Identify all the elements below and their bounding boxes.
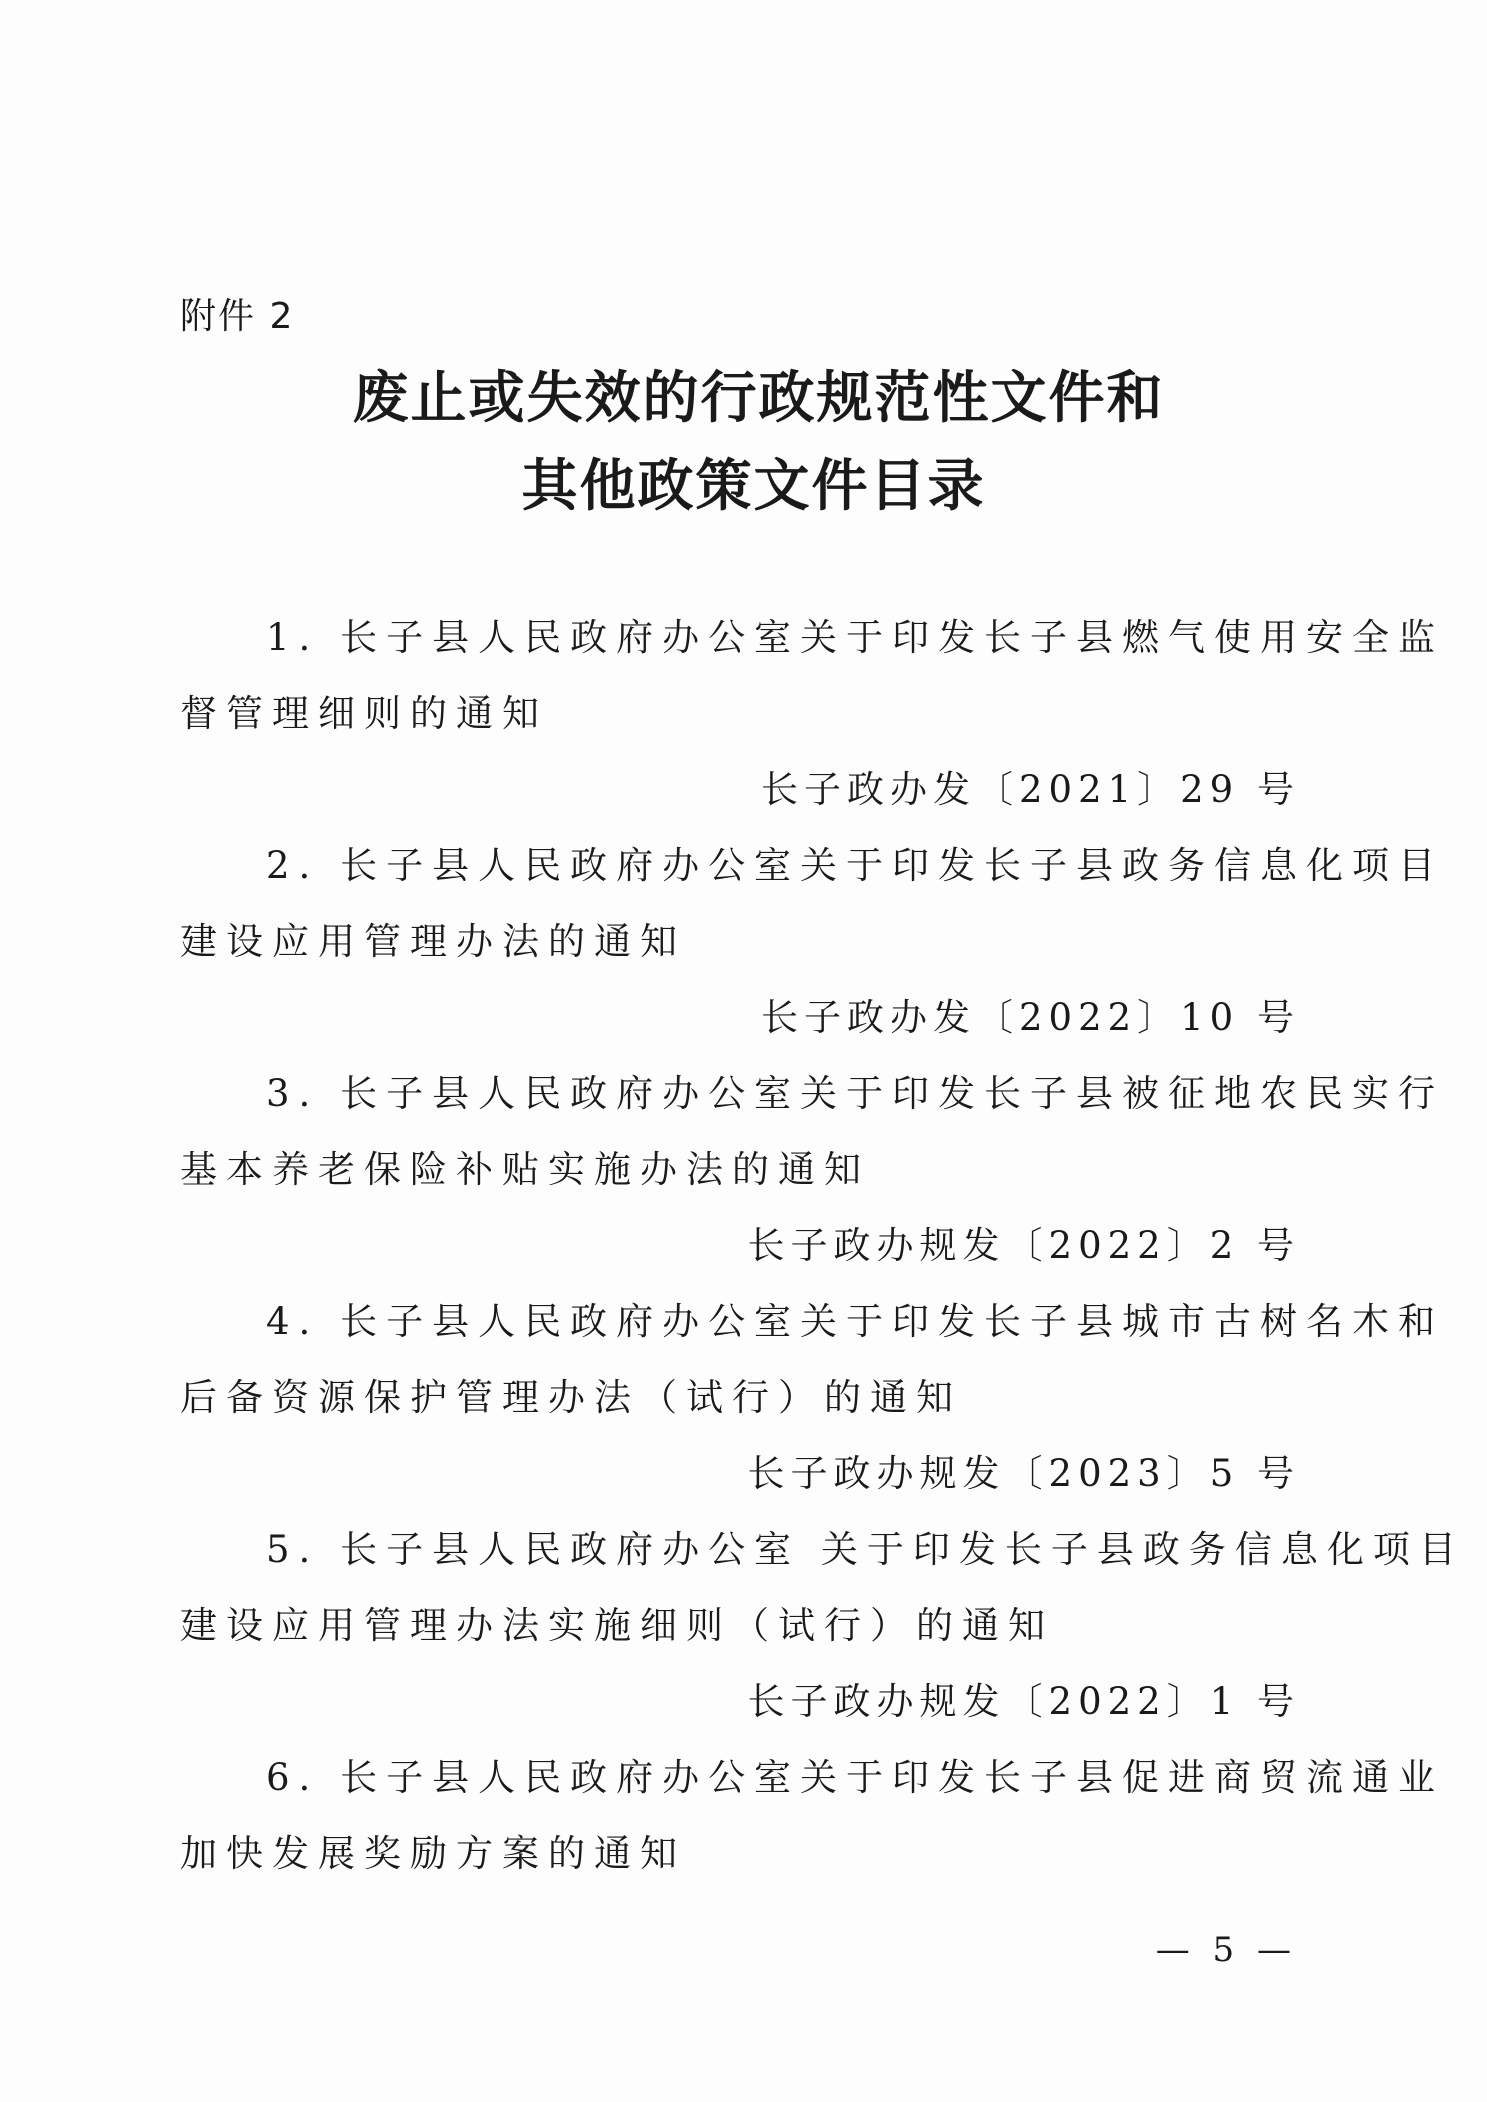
document-title-line-2: 其他政策文件目录	[521, 453, 986, 519]
entry-title-line-2: 基本养老保险补贴实施办法的通知	[180, 1148, 870, 1191]
entry-title-line-1: 1. 长子县人民政府办公室关于印发长子县燃气使用安全监	[266, 616, 1445, 659]
document-list	[180, 600, 1465, 1892]
entry-document-number: 长子政办规发〔2023〕5 号	[747, 1452, 1300, 1495]
entry-title-line-1: 2. 长子县人民政府办公室关于印发长子县政务信息化项目	[266, 844, 1445, 887]
entry-title-line-2: 后备资源保护管理办法（试行）的通知	[180, 1376, 962, 1419]
list-item	[180, 600, 1445, 828]
list-item	[180, 1512, 1465, 1740]
entry-title-line-2: 加快发展奖励方案的通知	[180, 1832, 686, 1875]
entry-document-number: 长子政办发〔2022〕10 号	[760, 996, 1300, 1039]
entry-title-line-1: 3. 长子县人民政府办公室关于印发长子县被征地农民实行	[266, 1072, 1445, 1115]
entry-title-line-2: 督管理细则的通知	[180, 692, 548, 735]
entry-title-line-1: 5. 长子县人民政府办公室 关于印发长子县政务信息化项目	[266, 1528, 1465, 1571]
list-item	[180, 1740, 1445, 1892]
attachment-label: 附件 2	[180, 296, 295, 337]
list-item	[180, 1284, 1445, 1512]
page-number: — 5 —	[1155, 1930, 1297, 1970]
entry-document-number: 长子政办规发〔2022〕2 号	[747, 1224, 1300, 1267]
entry-document-number: 长子政办发〔2021〕29 号	[760, 768, 1300, 811]
entry-title-line-1: 4. 长子县人民政府办公室关于印发长子县城市古树名木和	[266, 1300, 1445, 1343]
entry-title-line-2: 建设应用管理办法的通知	[180, 920, 686, 963]
document-title-line-1: 废止或失效的行政规范性文件和	[352, 365, 1165, 431]
entry-title-line-1: 6. 长子县人民政府办公室关于印发长子县促进商贸流通业	[266, 1756, 1445, 1799]
list-item	[180, 1056, 1445, 1284]
entry-document-number: 长子政办规发〔2022〕1 号	[747, 1680, 1300, 1723]
list-item	[180, 828, 1445, 1056]
entry-title-line-2: 建设应用管理办法实施细则（试行）的通知	[180, 1604, 1054, 1647]
